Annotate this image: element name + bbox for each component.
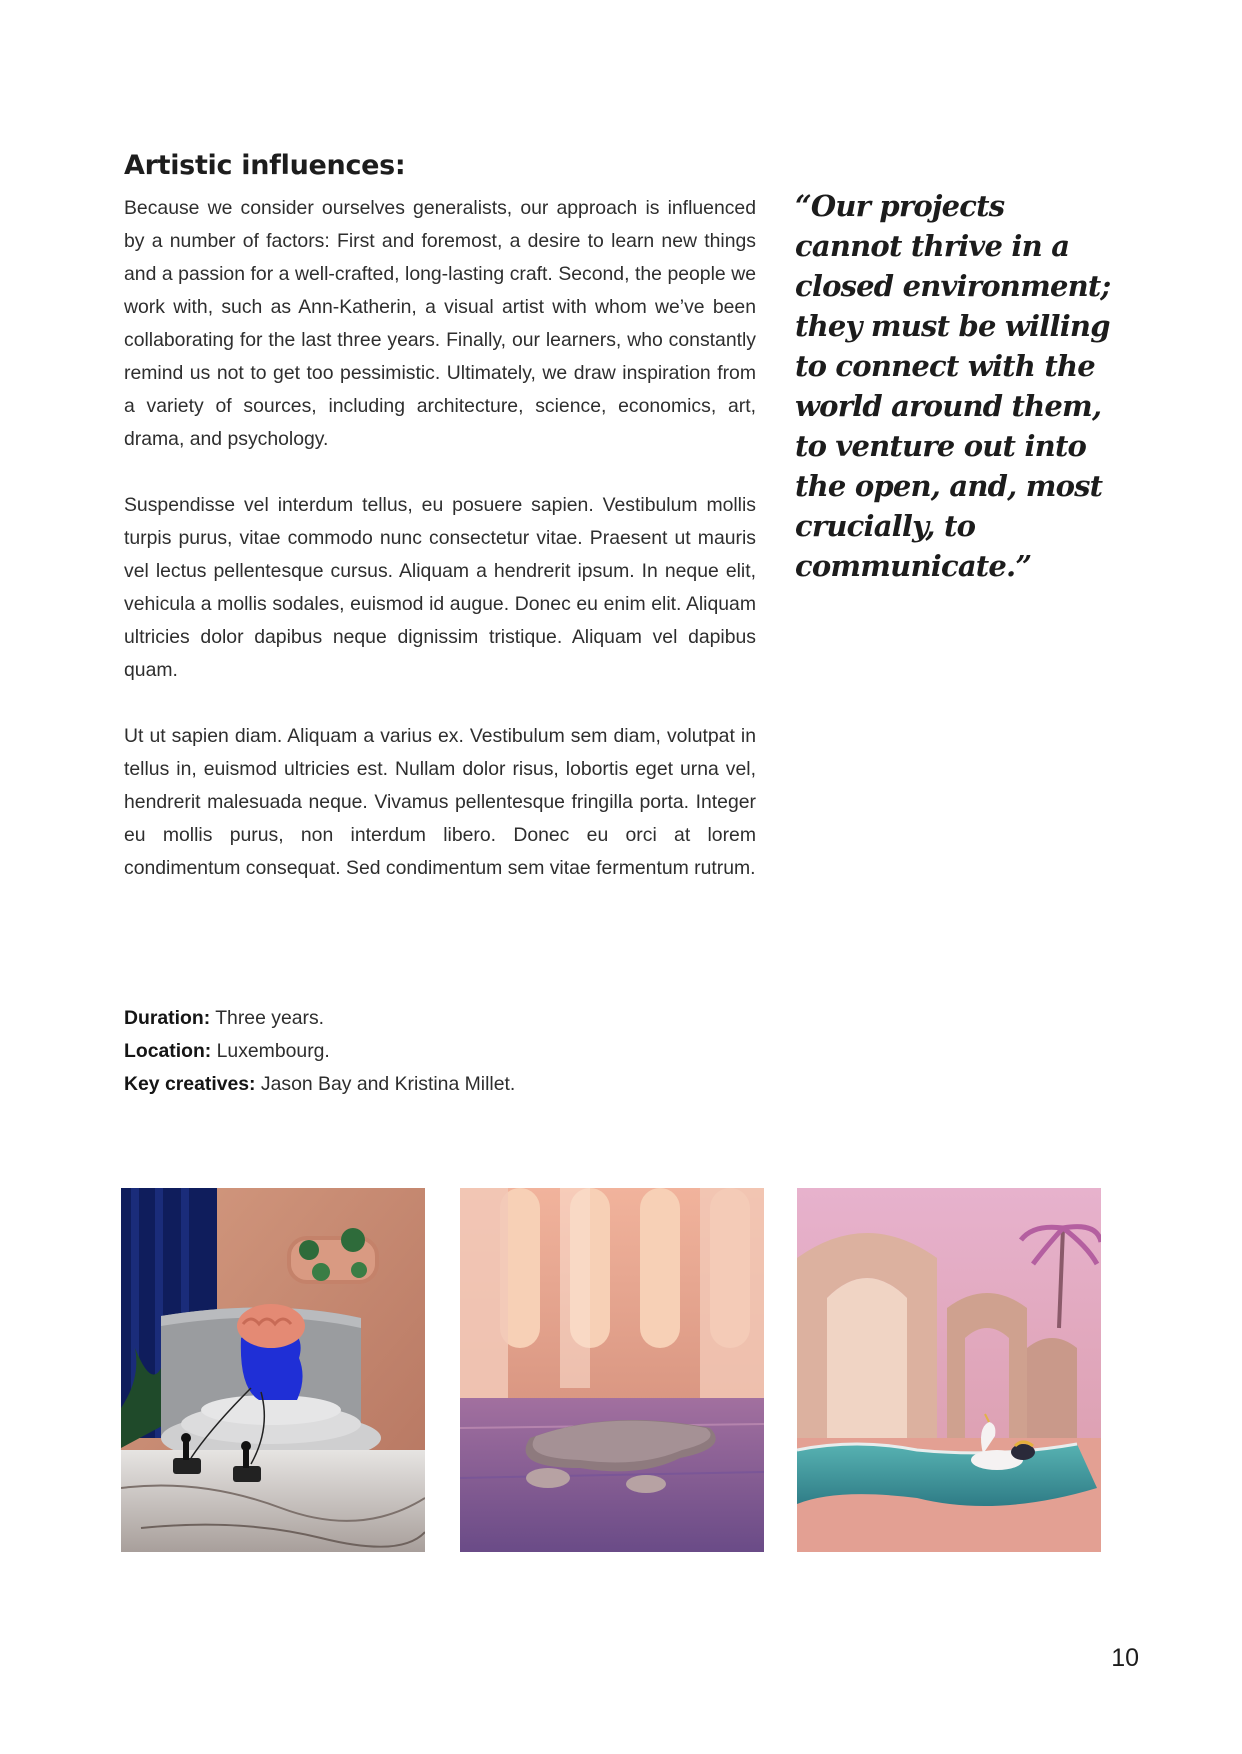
photo-brain-sculpture bbox=[121, 1188, 425, 1552]
paragraph-second: Suspendisse vel interdum tellus, eu posuere sapien. Vestibulum mollis turpis purus, vitae commodo nunc consectetur vitae. Praesent ut mauris vel lectus pellentesque cursus. Aliquam a hendrerit ipsum. In neque elit, vehicula a mollis sodales, euismod id augue. Donec eu enim elit. Aliquam ultricies dolor dapibus neque dignissim tristique. Aliquam vel dapibus quam. bbox=[124, 494, 756, 681]
paragraph-intro: Because we consider ourselves generalists, our approach is influenced by a number of factors: First and foremost, a desire to learn new things and a passion for a well-crafted, long-lasting craft. Second, the people we work with, such as Ann-Katherin, a visual artist with whom we’ve been collaborating for the last three years. Finally, our learners, who constantly remind us not to get too pessimistic. Ultimately, we draw inspiration from a variety of sources, including architecture, science, economics, art, drama, and psychology. bbox=[124, 197, 756, 450]
paragraph-third: Ut ut sapien diam. Aliquam a varius ex. Vestibulum sem diam, volutpat in tellus in, euismod ultricies est. Nullam dolor risus, lobortis eget urna vel, hendrerit malesuada neque. Vivamus pellentesque fringilla porta. Integer eu mollis purus, non interdum libero. Donec eu orci at lorem condimentum consequat. Sed condimentum sem vitae fermentum rutrum. bbox=[124, 725, 756, 879]
duration-value: Three years. bbox=[210, 1007, 325, 1029]
pull-quote: “Our projects cannot thrive in a closed environment; they must be willing to connect with the world around them, to venture out into the open, and, most crucially, to communicate.” bbox=[795, 189, 1111, 583]
creatives-value: Jason Bay and Kristina Millet. bbox=[255, 1073, 516, 1095]
location-value: Luxembourg. bbox=[211, 1040, 330, 1062]
project-details bbox=[124, 1002, 756, 1101]
creatives-label: Key creatives: bbox=[124, 1073, 256, 1095]
duration-label: Duration: bbox=[124, 1007, 211, 1029]
creatives-line bbox=[124, 1068, 756, 1101]
photo-pink-room bbox=[460, 1188, 764, 1552]
location-line bbox=[124, 1035, 756, 1068]
image-gallery bbox=[0, 1188, 1242, 1552]
body-text bbox=[124, 192, 756, 918]
duration-line bbox=[124, 1002, 756, 1035]
section-heading: Artistic influences: bbox=[124, 150, 406, 181]
location-label: Location: bbox=[124, 1040, 212, 1062]
page-number: 10 bbox=[1111, 1644, 1139, 1672]
photo-arches-pool bbox=[797, 1188, 1101, 1552]
